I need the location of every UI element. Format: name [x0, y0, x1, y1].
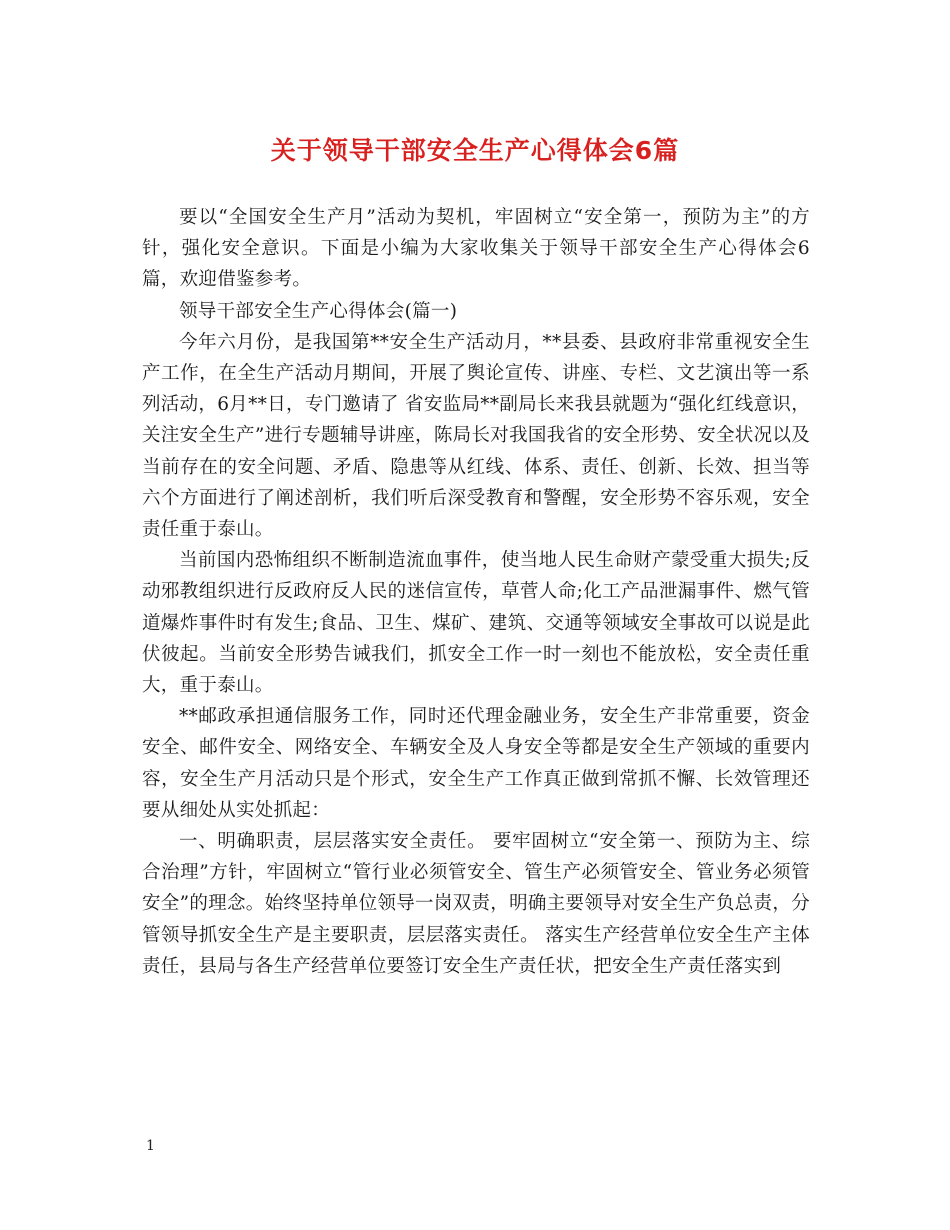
- body-paragraph: 一、明确职责，层层落实安全责任。 要牢固树立“安全第一、预防为主、综合治理”方针，牢固树立“管行业必须管安全、管生产必须管安全、管业务必须管安全”的理念。始终坚持单位领导一岗双责，明确主要领导对安全生产负总责，分管领导抓安全生产是主要职责，层层落实责任。 落实生产经营单位安全生产主体责任，县局与各生产经营单位要签订安全生产责任状，把安全生产责任落实到: [142, 831, 810, 977]
- page-number: 1: [146, 1138, 155, 1154]
- body-paragraph: 今年六月份，是我国第**安全生产活动月，**县委、县政府非常重视安全生产工作，在全生产活动月期间，开展了舆论宣传、讲座、专栏、文艺演出等一系列活动，6月**日，专门邀请了 省安监局**副局长来我县就题为“强化红线意识，关注安全生产”进行专题辅导讲座，陈局长对我国我省的安全形势、安全状况以及当前存在的安全问题、矛盾、隐患等从红线、体系、责任、创新、长效、担当等六个方面进行了阐述剖析，我们听后深受教育和警醒，安全形势不容乐观，安全责任重于泰山。: [142, 331, 810, 541]
- intro-paragraph: 要以“全国安全生产月”活动为契机，牢固树立“安全第一，预防为主”的方针，强化安全意识。下面是小编为大家收集关于领导干部安全生产心得体会6篇，欢迎借鉴参考。: [142, 207, 810, 291]
- document-title: 关于领导干部安全生产心得体会6篇: [270, 136, 680, 165]
- body-paragraph: **邮政承担通信服务工作，同时还代理金融业务，安全生产非常重要，资金安全、邮件安全、网络安全、车辆安全及人身安全等都是安全生产领域的重要内容，安全生产月活动只是个形式，安全生产工作真正做到常抓不懈、长效管理还要从细处从实处抓起：: [142, 706, 810, 821]
- section-heading: 领导干部安全生产心得体会(篇一): [179, 300, 458, 322]
- body-paragraph: 当前国内恐怖组织不断制造流血事件，使当地人民生命财产蒙受重大损失;反动邪教组织进行反政府反人民的迷信宣传，草菅人命;化工产品泄漏事件、燃气管道爆炸事件时有发生;食品、卫生、煤矿、建筑、交通等领域安全事故可以说是此伏彼起。当前安全形势告诫我们，抓安全工作一时一刻也不能放松，安全责任重大，重于泰山。: [142, 550, 810, 697]
- document-body: [142, 202, 810, 982]
